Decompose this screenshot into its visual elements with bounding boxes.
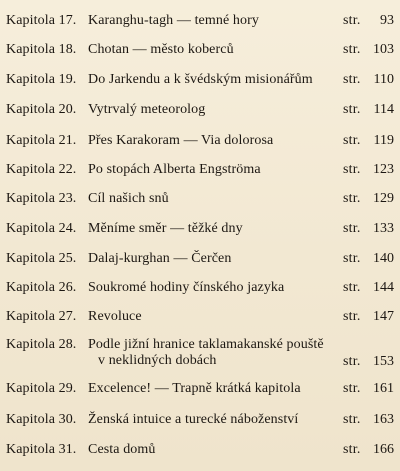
page-number: 153 <box>373 354 394 369</box>
toc-entry <box>0 133 400 153</box>
page-abbrev: str. <box>343 309 361 324</box>
toc-entry <box>0 221 400 241</box>
chapter-number: Kapitola 30. <box>6 412 77 427</box>
chapter-title-line: Cesta domů <box>88 442 156 457</box>
chapter-number: Kapitola 25. <box>6 251 77 266</box>
chapter-title-line: Měníme směr — těžké dny <box>88 221 243 236</box>
chapter-title-line: Ženská intuice a turecké náboženství <box>88 412 299 427</box>
toc-entry <box>0 251 400 271</box>
page-number: 110 <box>373 72 394 87</box>
chapter-title <box>88 42 343 58</box>
chapter-title-line: Dalaj-kurghan — Čerčen <box>88 251 232 266</box>
page-number: 119 <box>373 133 394 148</box>
chapter-title-line: Soukromé hodiny čínského jazyka <box>88 280 285 295</box>
page-abbrev: str. <box>343 251 361 266</box>
toc-entry <box>0 442 400 462</box>
chapter-number: Kapitola 18. <box>6 42 77 57</box>
page-number: 144 <box>373 280 394 295</box>
chapter-title <box>88 102 343 118</box>
page-number: 140 <box>373 251 394 266</box>
page-abbrev: str. <box>343 102 361 117</box>
chapter-title <box>88 309 343 325</box>
chapter-title <box>88 337 343 369</box>
chapter-title-line: Chotan — město koberců <box>88 42 234 57</box>
toc-entry <box>0 412 400 432</box>
page-abbrev: str. <box>343 354 361 369</box>
page-abbrev: str. <box>343 442 361 457</box>
chapter-title-line: Vytrvalý meteorolog <box>88 102 206 117</box>
chapter-title-line: Podle jižní hranice taklamakanské pouště <box>88 337 324 352</box>
chapter-number: Kapitola 29. <box>6 381 77 396</box>
chapter-number: Kapitola 19. <box>6 72 77 87</box>
chapter-title <box>88 442 343 458</box>
toc-entry <box>0 191 400 211</box>
chapter-title-line: Karanghu-tagh — temné hory <box>88 13 259 28</box>
page-number: 129 <box>373 191 394 206</box>
chapter-number: Kapitola 20. <box>6 102 77 117</box>
chapter-title <box>88 280 343 296</box>
chapter-number: Kapitola 22. <box>6 162 77 177</box>
chapter-title <box>88 412 343 428</box>
chapter-title-line: Revoluce <box>88 309 142 324</box>
chapter-number: Kapitola 21. <box>6 133 77 148</box>
toc-entry <box>0 162 400 182</box>
chapter-title <box>88 72 343 88</box>
toc-entry <box>0 337 400 371</box>
page-abbrev: str. <box>343 381 361 396</box>
toc-entry <box>0 42 400 62</box>
chapter-number: Kapitola 26. <box>6 280 77 295</box>
page-number: 161 <box>373 381 394 396</box>
page-abbrev: str. <box>343 72 361 87</box>
chapter-title-line: Excelence! — Trapně krátká kapitola <box>88 381 301 396</box>
page-abbrev: str. <box>343 42 361 57</box>
toc-entry <box>0 102 400 122</box>
page-abbrev: str. <box>343 162 361 177</box>
toc-entry <box>0 72 400 92</box>
page-number: 166 <box>373 442 394 457</box>
chapter-title-line: Přes Karakoram — Via dolorosa <box>88 133 274 148</box>
chapter-title-line: v neklidných dobách <box>98 353 217 368</box>
toc-entry <box>0 381 400 401</box>
page-number: 163 <box>373 412 394 427</box>
page-number: 133 <box>373 221 394 236</box>
chapter-title <box>88 13 343 29</box>
chapter-title <box>88 191 343 207</box>
chapter-title <box>88 251 343 267</box>
page-number: 103 <box>373 42 394 57</box>
chapter-title <box>88 133 343 149</box>
page-number: 93 <box>380 13 394 28</box>
chapter-number: Kapitola 28. <box>6 337 77 352</box>
page-number: 123 <box>373 162 394 177</box>
chapter-number: Kapitola 24. <box>6 221 77 236</box>
chapter-title <box>88 381 343 397</box>
chapter-number: Kapitola 27. <box>6 309 77 324</box>
toc-entry <box>0 13 400 33</box>
chapter-title-line: Cíl našich snů <box>88 191 169 206</box>
toc-entry <box>0 309 400 329</box>
page-abbrev: str. <box>343 133 361 148</box>
chapter-title-line: Do Jarkendu a k švédským misionářům <box>88 72 313 87</box>
page-abbrev: str. <box>343 221 361 236</box>
page-number: 147 <box>373 309 394 324</box>
chapter-number: Kapitola 31. <box>6 442 77 457</box>
page-abbrev: str. <box>343 280 361 295</box>
page-number: 114 <box>373 102 394 117</box>
page-abbrev: str. <box>343 412 361 427</box>
chapter-title <box>88 221 343 237</box>
chapter-title-line: Po stopách Alberta Engströma <box>88 162 261 177</box>
page-abbrev: str. <box>343 13 361 28</box>
chapter-number: Kapitola 23. <box>6 191 77 206</box>
chapter-title <box>88 162 343 178</box>
chapter-number: Kapitola 17. <box>6 13 77 28</box>
page-abbrev: str. <box>343 191 361 206</box>
toc-entry <box>0 280 400 300</box>
